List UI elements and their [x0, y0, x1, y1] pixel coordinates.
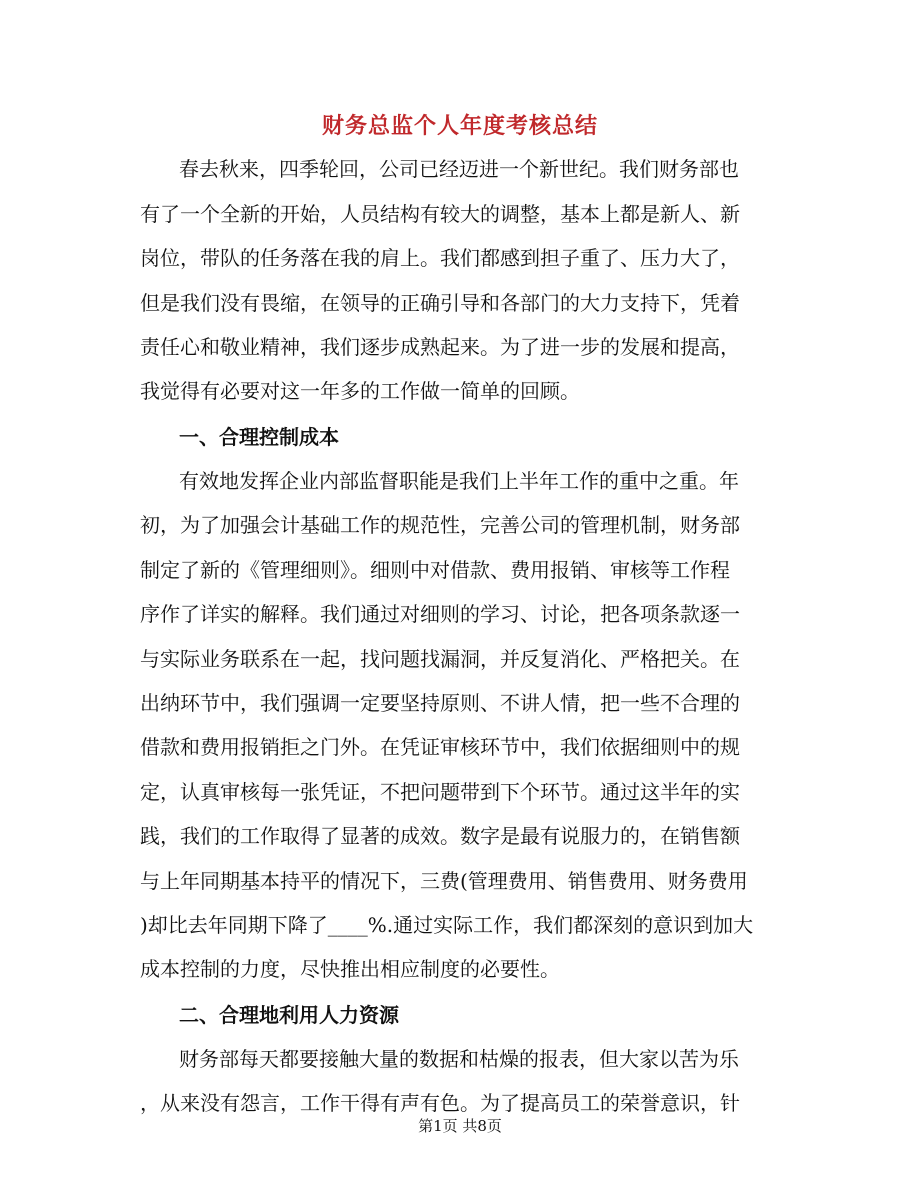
paragraph-line: 我觉得有必要对这一年多的工作做一简单的回顾。: [140, 379, 580, 403]
paragraph-line: 与上年同期基本持平的情况下，三费(管理费用、销售费用、财务费用: [140, 869, 748, 893]
paragraph-line: 岗位，带队的任务落在我的肩上。我们都感到担子重了、压力大了，: [140, 246, 740, 270]
paragraph-line: 与实际业务联系在一起，找问题找漏洞，并反复消化、严格把关。在: [140, 647, 740, 671]
section-heading-2: 二、合理地利用人力资源: [179, 1003, 399, 1027]
page-number-footer: 第1页 共8页: [418, 1117, 502, 1135]
paragraph-line: 定，认真审核每一张凭证，不把问题带到下个环节。通过这半年的实: [140, 780, 740, 804]
paragraph-line: ，从来没有怨言，工作干得有声有色。为了提高员工的荣誉意识，针: [140, 1091, 740, 1115]
paragraph-line: 初，为了加强会计基础工作的规范性，完善公司的管理机制，财务部: [140, 513, 740, 537]
document-title: 财务总监个人年度考核总结: [321, 114, 598, 139]
paragraph-line: 成本控制的力度，尽快推出相应制度的必要性。: [140, 957, 560, 981]
paragraph-line: 借款和费用报销拒之门外。在凭证审核环节中，我们依据细则中的规: [140, 735, 740, 759]
paragraph-line: 有了一个全新的开始，人员结构有较大的调整，基本上都是新人、新: [140, 202, 740, 226]
paragraph-line: 出纳环节中，我们强调一定要坚持原则、不讲人情，把一些不合理的: [140, 691, 740, 715]
section-heading-1: 一、合理控制成本: [179, 425, 339, 449]
paragraph-line: 有效地发挥企业内部监督职能是我们上半年工作的重中之重。年: [179, 469, 739, 493]
paragraph-line: )却比去年同期下降了____%.通过实际工作，我们都深刻的意识到加大: [140, 913, 754, 937]
paragraph-line: 春去秋来，四季轮回，公司已经迈进一个新世纪。我们财务部也: [179, 157, 739, 181]
paragraph-line: 序作了详实的解释。我们通过对细则的学习、讨论，把各项条款逐一: [140, 602, 740, 626]
paragraph-line: 财务部每天都要接触大量的数据和枯燥的报表，但大家以苦为乐: [179, 1047, 739, 1071]
paragraph-line: 践，我们的工作取得了显著的成效。数字是最有说服力的，在销售额: [140, 824, 740, 848]
paragraph-line: 制定了新的《管理细则》。细则中对借款、费用报销、审核等工作程: [140, 558, 730, 582]
paragraph-line: 责任心和敬业精神，我们逐步成熟起来。为了进一步的发展和提高，: [140, 335, 740, 359]
paragraph-line: 但是我们没有畏缩，在领导的正确引导和各部门的大力支持下，凭着: [140, 291, 740, 315]
